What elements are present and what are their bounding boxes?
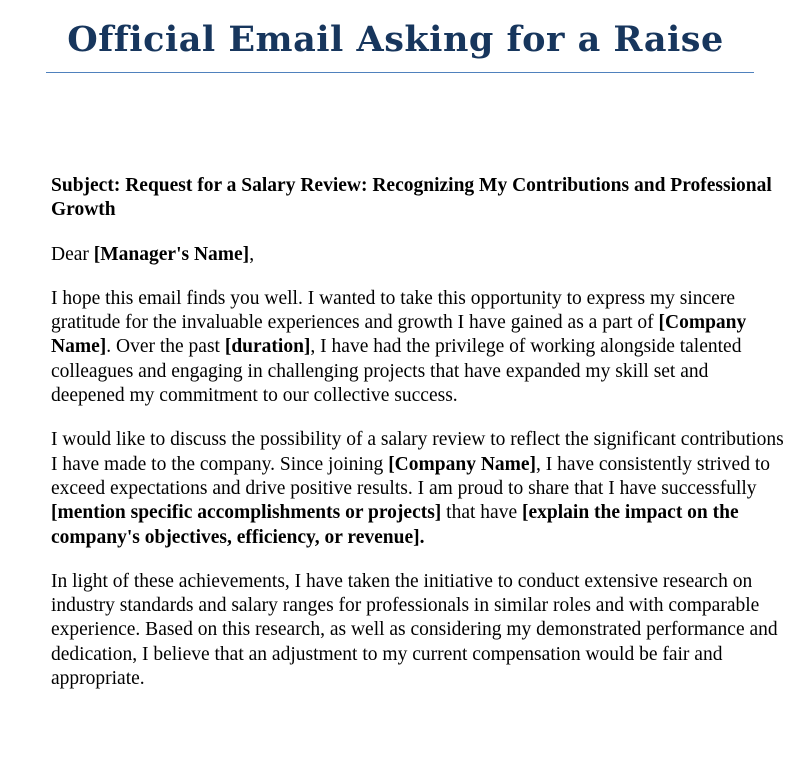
paragraph-text: . Over the past xyxy=(106,336,225,358)
paragraph-gratitude xyxy=(51,287,786,408)
email-body xyxy=(51,174,786,711)
paragraph-text: I hope this email finds you well. I wanted to take this opportunity to express my sincere gratitude for the invaluable experiences and growth I have gained as a part of xyxy=(51,287,735,334)
paragraph-text: , I have had the privilege of working alongside talented colleagues and engaging in challenging projects that have expanded my skill set and deepened my commitment to our collective success. xyxy=(51,336,742,407)
paragraph-contributions xyxy=(51,428,786,549)
company-name-placeholder: [Company Name] xyxy=(51,312,747,358)
paragraph-text: I would like to discuss the possibility of a salary review to reflect the significant contributions I have made to the company. Since joining xyxy=(51,429,784,475)
paragraph-text: that have xyxy=(441,502,522,524)
manager-name-placeholder: [Manager's Name] xyxy=(93,243,250,265)
page-title: Official Email Asking for a Raise xyxy=(67,19,724,60)
email-subject: Subject: Request for a Salary Review: Recognizing My Contributions and Professional Growth xyxy=(51,175,772,221)
impact-placeholder: [explain the impact on the company's objectives, efficiency, or revenue]. xyxy=(51,502,739,548)
duration-placeholder: [duration] xyxy=(224,336,311,358)
title-divider xyxy=(46,72,754,73)
email-greeting xyxy=(51,243,786,267)
paragraph-research: In light of these achievements, I have taken the initiative to conduct extensive research on industry standards and salary ranges for professionals in similar roles and with comparable experience. Based on this research, as well as considering my demonstrated performance and dedication, I believe that an adjustment to my current compensation would be fair and appropriate. xyxy=(51,570,778,690)
paragraph-text: , I have consistently strived to exceed expectations and drive positive results. I am proud to share that I have successfully xyxy=(51,453,770,499)
greeting-suffix: , xyxy=(249,243,255,265)
accomplishments-placeholder: [mention specific accomplishments or projects] xyxy=(51,502,442,524)
company-name-placeholder: [Company Name] xyxy=(388,453,537,475)
greeting-prefix: Dear xyxy=(51,243,94,265)
